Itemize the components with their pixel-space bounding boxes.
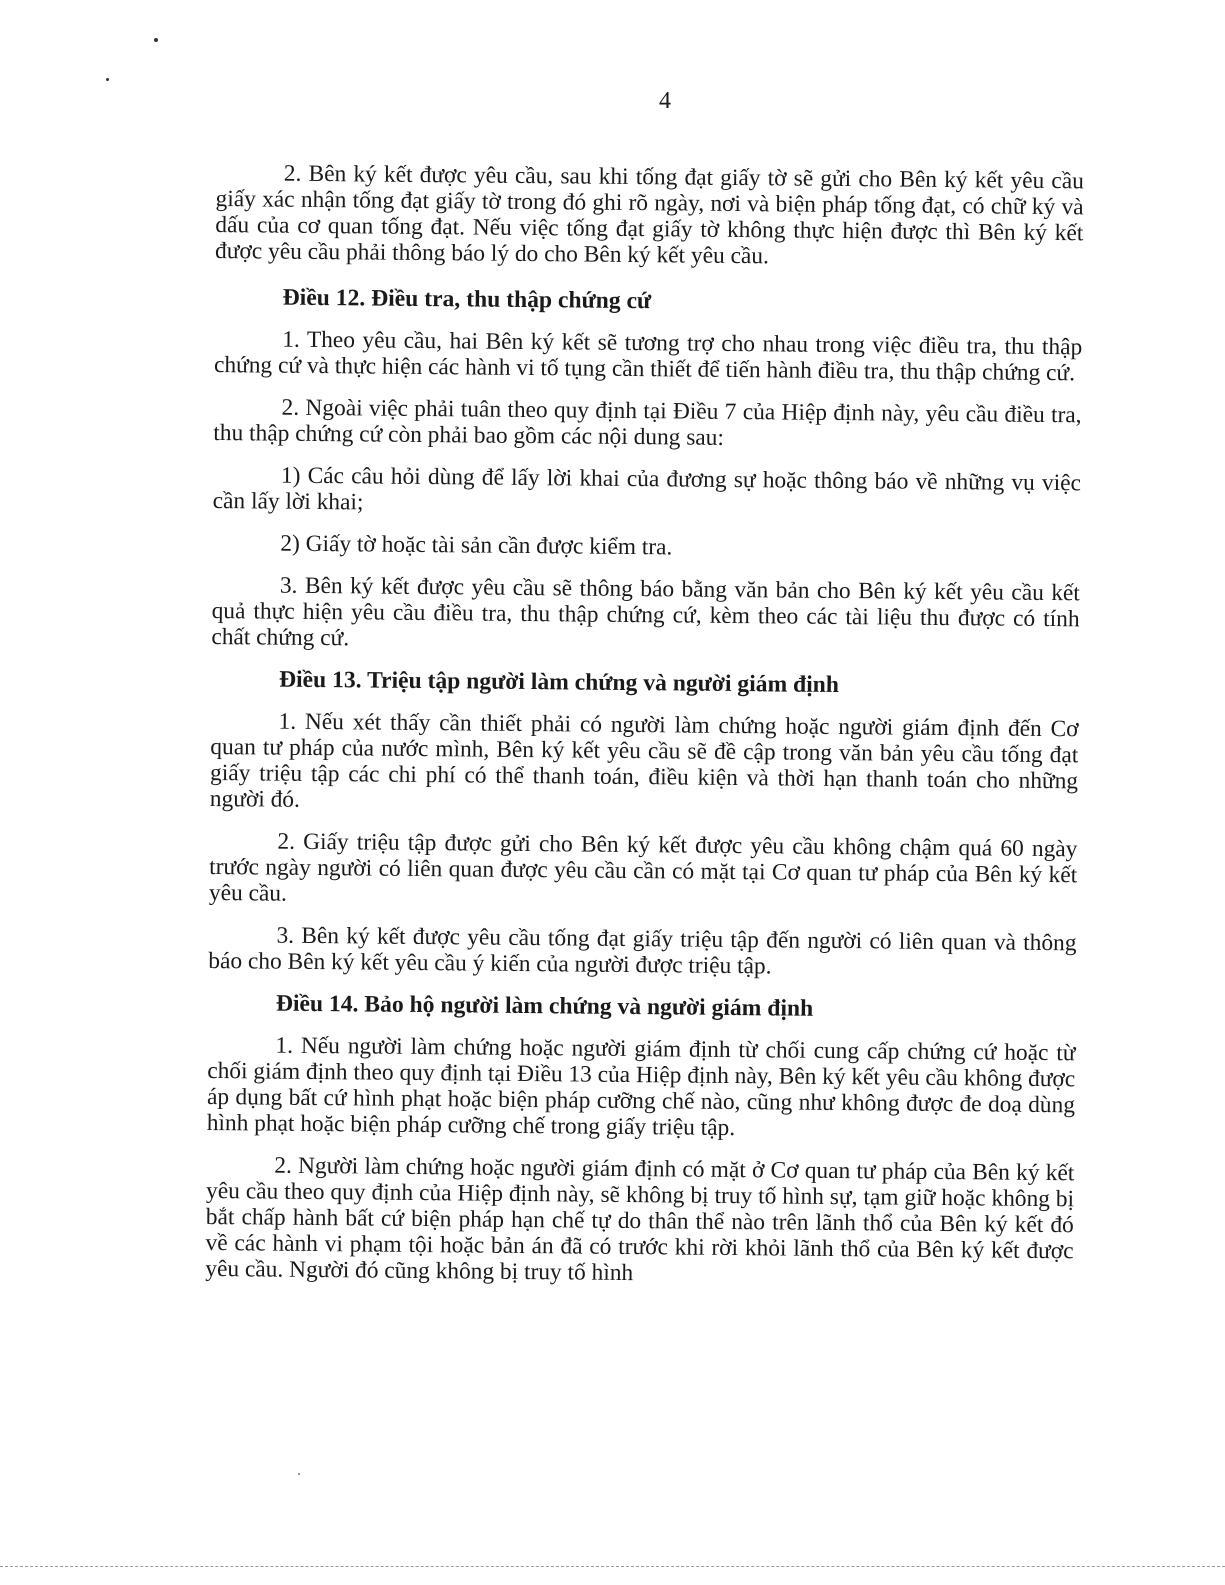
paragraph: 1. Nếu xét thấy cần thiết phải có người làm chứng hoặc người giám định đến Cơ quan tư pháp của nước mình, Bên ký kết yêu cầu sẽ đề cập trong văn bản yêu cầu tống đạt giấy triệu tập các chi phí có thể thanh toán, điều kiện và thời hạn thanh toán cho những người đó.: [209, 708, 1079, 813]
article-heading-14: Điều 14. Bảo hộ người làm chứng và người giám định: [275, 990, 814, 1022]
article-heading-12: Điều 12. Điều tra, thu thập chứng cứ: [282, 284, 652, 315]
paragraph: 2. Ngoài việc phải tuân theo quy định tại Điều 7 của Hiệp định này, yêu cầu điều tra, thu thập chứng cứ còn phải bao gồm các nội dung sau:: [213, 394, 1082, 451]
paragraph: 1. Theo yêu cầu, hai Bên ký kết sẽ tương trợ cho nhau trong việc điều tra, thu thập chứng cứ và thực hiện các hành vi tố tụng cần thiết để tiến hành điều tra, thu thập chứng cứ.: [213, 326, 1083, 387]
paragraph: 2. Người làm chứng hoặc người giám định có mặt ở Cơ quan tư pháp của Bên ký kết yêu cầu theo quy định của Hiệp định này, sẽ không bị truy tố hình sự, tạm giữ hoặc không bị bắt chấp hành bất cứ biện pháp hạn chế tự do thân thể nào trên lãnh thổ của Bên ký kết đó về các hành vi phạm tội hoặc bản án đã có trước khi rời khỏi lãnh thổ của Bên ký kết được yêu cầu. Người đó cũng không bị truy tố hình: [205, 1152, 1075, 1287]
article-heading-13: Điều 13. Triệu tập người làm chứng và người giám định: [278, 666, 840, 699]
paragraph: 3. Bên ký kết được yêu cầu tống đạt giấy triệu tập đến người có liên quan và thông báo cho Bên ký kết yêu cầu ý kiến của người được triệu tập.: [208, 922, 1077, 980]
scan-speck: [154, 38, 158, 42]
paragraph: 2) Giấy tờ hoặc tài sản cần được kiểm tra.: [280, 530, 673, 561]
scan-speck: [106, 78, 109, 81]
paragraph: 2. Giấy triệu tập được gửi cho Bên ký kết được yêu cầu không chậm quá 60 ngày trước ngày người có liên quan được yêu cầu cần có mặt tại Cơ quan tư pháp của Bên ký kết yêu cầu.: [208, 828, 1078, 907]
paragraph: 3. Bên ký kết được yêu cầu sẽ thông báo bằng văn bản cho Bên ký kết yêu cầu kết quả thực hiện yêu cầu điều tra, thu thập chứng cứ, kèm theo các tài liệu thu được có tính chất chứng cứ.: [211, 572, 1081, 652]
scan-speck: [298, 1473, 300, 1475]
page-number: 4: [659, 88, 671, 114]
paragraph: 2. Bên ký kết được yêu cầu, sau khi tống đạt giấy tờ sẽ gửi cho Bên ký kết yêu cầu giấy xác nhận tống đạt giấy tờ trong đó ghi rõ ngày, nơi và biện pháp tống đạt, có chữ ký và dấu của cơ quan tống đạt. Nếu việc tống đạt giấy tờ không thực hiện được thì Bên ký kết được yêu cầu phải thông báo lý do cho Bên ký kết yêu cầu.: [215, 160, 1084, 270]
document-body: [205, 160, 1084, 1290]
paragraph: 1) Các câu hỏi dùng để lấy lời khai của đương sự hoặc thông báo về những vụ việc cần lấy lời khai;: [212, 462, 1082, 516]
paragraph: 1. Nếu người làm chứng hoặc người giám định từ chối cung cấp chứng cứ hoặc từ chối giám định theo quy định tại Điều 13 của Hiệp định này, Bên ký kết yêu cầu không được áp dụng bất cứ hình phạt hoặc biện pháp cưỡng chế nào, cũng như không được đe doạ dùng hình phạt hoặc biện pháp cưỡng chế trong giấy triệu tập.: [206, 1032, 1076, 1142]
scan-edge-line: [0, 1566, 1225, 1567]
